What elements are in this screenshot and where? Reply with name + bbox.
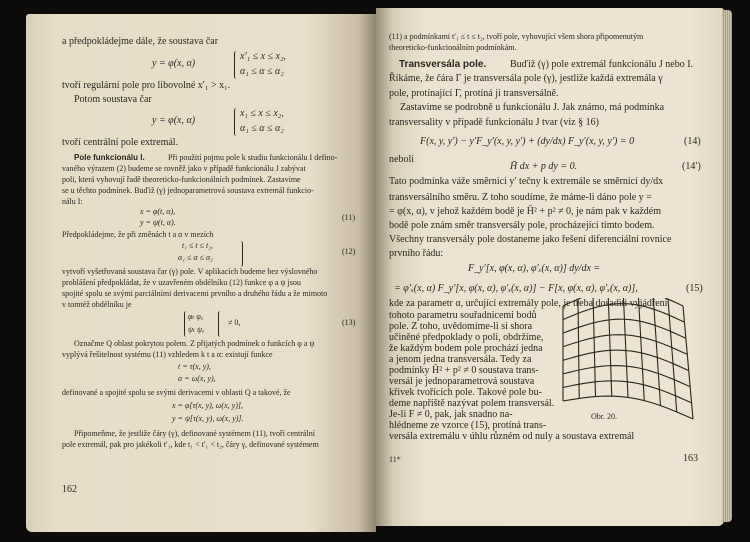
right-page-line-11: H̄ dx + p dy = 0. (510, 161, 578, 172)
brace-0 (234, 51, 239, 79)
right-page-line-32: Je-li F ≠ 0, pak, jak snadno na- (389, 409, 513, 420)
right-page-line-33: hlédneme ze vzorce (15), protíná trans- (389, 420, 547, 431)
right-page-line-8: F(x, y, y′) − y′F_y′(x, y, y′) + (dy/dx) F_y′(x, y, y′) = 0 (420, 136, 635, 147)
right-page-line-14: transversálního směru. Z toho soudíme, že máme-li dáno pole y = (389, 192, 652, 203)
figure-transversal (578, 299, 579, 398)
right-page-line-17: Všechny transversály pole dostaneme jako řešení diferenciální rovnice (389, 234, 672, 245)
left-page-line-1: y = φ(x, α) (152, 58, 196, 69)
left-page-line-39: pole extremál, pak pro jakékoli t′₁, kde t₁ < t′₁ < t₂, čáry γ, definované systémem (62, 440, 319, 449)
right-page-line-12: (14′) (682, 161, 701, 172)
brace-1 (234, 108, 239, 136)
right-page-line-5: pole, protínající Γ, protíná ji transversálně. (389, 88, 559, 99)
right-page-line-3: Buďiž (γ) pole extremál funkcionálu J nebo I. (510, 59, 694, 70)
figure-caption: Obr. 20. (591, 412, 617, 421)
left-page-line-26: v tomtéž obdélníku je (62, 300, 132, 309)
left-page-line-19: Předpokládejme, že při změnách t a α v mezích (62, 230, 214, 239)
figure-transversal (653, 298, 661, 406)
right-page-line-25: učiněné předpoklady o poli, obdržíme, (389, 332, 544, 343)
left-page-line-35: definované a spojité spolu se svými derivacemi v oblasti Q a takové, že (62, 388, 291, 397)
left-page-line-0: a předpokládejme dále, že soustava čar (62, 36, 219, 47)
left-page-line-11: Při použití pojmu pole k studiu funkcionálu I defino- (168, 153, 338, 162)
left-page-line-9: tvoří centrální pole extremál. (62, 137, 179, 148)
right-page-line-6: Zastavíme se podrobně u funkcionálu J. Jak známo, má podmínka (400, 102, 665, 113)
brace-4 (218, 311, 223, 337)
figure-curve (563, 396, 693, 419)
left-page-line-24: prohlášení předpokládat, že v uzavřeném obdélníku (12) funkce φ a ψ jsou (62, 278, 301, 287)
left-page-line-25: spojité spolu se svými parciálními derivacemi prvního a druhého řádu a že mimoto (62, 289, 328, 298)
left-page-line-22: (12) (342, 247, 356, 256)
page-number-right: 163 (683, 453, 698, 464)
figure-transversal-field (555, 298, 695, 428)
left-page-line-13: poli, která vyhovují řadě theoreticko-funkcionálních podmínek. Zastavíme (62, 175, 301, 184)
left-page-line-38: Připomeňme, že jestliže čáry (γ), definované systémem (11), tvoří centrální (74, 429, 315, 438)
right-page-line-10: neboli (389, 154, 414, 165)
right-page-line-4: Říkáme, že čára Γ je transversála pole (γ), jestliže každá extremála γ (389, 73, 663, 84)
right-page-line-29: versál je jednoparametrová soustava (389, 376, 535, 387)
figure-transversal (623, 298, 628, 397)
right-page-line-28: podmínky H̄² + p² ≠ 0 soustava trans- (389, 365, 539, 376)
left-page-line-27: φₜ φₐ (188, 312, 204, 321)
signature-mark: 11* (389, 455, 401, 464)
left-page-line-18: (11) (342, 213, 356, 222)
right-page-line-13: Tato podmínka váže směrnici y′ tečny k extremále se směrnicí dy/dx (389, 176, 664, 187)
right-page-line-19: F_y′[x, φ(x, α), φ′ₓ(x, α)] dy/dx = (468, 263, 601, 274)
brace-2 (238, 241, 243, 267)
right-page-line-2: Transversála pole. (399, 59, 487, 70)
right-page-line-1: theoreticko-funkcionálním podmínkám. (389, 43, 517, 52)
left-page-line-20: t₁ ≤ t ≤ t₂, (182, 241, 214, 250)
left-page-line-34: α = ω(x, y), (178, 374, 216, 383)
page-edges (722, 10, 732, 522)
left-page-line-15: nálu I: (62, 197, 83, 206)
figure-transversal (638, 298, 644, 401)
left-page-line-29: ≠ 0, (228, 318, 241, 327)
right-page-line-31: deme napříště nazývat polem transversál. (389, 398, 555, 409)
left-page-line-31: Označme Q oblast pokrytou polem. Z přijatých podmínek o funkcích φ a ψ (74, 339, 315, 348)
left-page-line-8: α₁ ≤ α ≤ α₂ (240, 123, 284, 134)
right-page-line-26: že každým bodem pole prochází jedna (389, 343, 543, 354)
brace-3 (184, 311, 189, 337)
right-page-line-15: = φ(x, α), v jehož každém bodě je H̄² + p² ≠ 0, je nám pak v každém (389, 206, 662, 217)
right-page-line-24: pole. Z toho, uvědomíme-li si shora (389, 321, 533, 332)
left-page-line-23: vytvoří vyšetřovaná soustava čar (γ) pole. V aplikacích budeme bez výslovného (62, 267, 318, 276)
left-page-line-5: Potom soustava čar (74, 94, 152, 105)
left-page-line-33: t = τ(x, y), (178, 362, 211, 371)
right-page-line-16: bodě pole znám směr transversály pole, procházející tímto bodem. (389, 220, 655, 231)
left-page-line-2: x′₁ ≤ x ≤ x₂, (240, 51, 286, 62)
left-page-line-32: vyplývá řešitelnost systému (11) vzhledem k t a α: existují funkce (62, 350, 273, 359)
left-page-line-28: ψₜ ψₐ (188, 325, 205, 334)
right-page-line-34: versála extremálu v úhlu různém od nuly a soustava extremál (389, 431, 635, 442)
right-page-line-18: prvního řádu: (389, 248, 444, 259)
right-page-line-27: a jenom jedna transversála. Tedy za (389, 354, 532, 365)
left-page-line-37: y = ψ[τ(x, y), ω(x, y)]. (172, 414, 244, 423)
left-page-line-3: α₁ ≤ α ≤ α₂ (240, 66, 284, 77)
right-page-line-22: kde za parametr α, určující extremály pole, je třeba dosaditi vyjádření (389, 298, 668, 309)
figure-transversal (683, 306, 693, 419)
left-page-line-12: vaného výrazem (2) budeme se rovněž jako v případě funkcionálu J zabývat (62, 164, 306, 173)
left-page-line-7: x₁ ≤ x ≤ x₂, (240, 108, 284, 119)
left-page-line-10: Pole funkcionálu I. (74, 153, 145, 162)
left-page-line-4: tvoří regulární pole pro libovolné x′₁ > x₁. (62, 80, 231, 91)
right-page-line-7: transversality v případě funkcionálu J tvar (viz § 16) (389, 117, 599, 128)
right-page-line-20: = φ′ₓ(x, α) F_y′[x, φ(x, α), φ′ₓ(x, α)] − F[x, φ(x, α), φ′ₓ(x, α)], (394, 283, 638, 294)
left-page-line-21: α₁ ≤ α ≤ α₂ (178, 253, 213, 262)
right-page-line-23: tohoto parametru souřadnicemi bodů (389, 310, 537, 321)
left-page-line-16: x = φ(t, α), (140, 207, 176, 216)
left-page-line-6: y = φ(x, α) (152, 115, 196, 126)
left-page-line-14: se u těchto podmínek. Buďiž (γ) jednoparametrová soustava extremál funkcio- (62, 186, 314, 195)
right-page-line-0: (11) a podmínkami t′₁ ≤ t ≤ t₂, tvoří pole, vyhovující všem shora připomenutým (389, 32, 644, 41)
left-page-line-17: y = ψ(t, α). (140, 218, 176, 227)
right-page-line-9: (14) (684, 136, 701, 147)
page-number-left: 162 (62, 484, 77, 495)
right-page-line-21: (15) (686, 283, 703, 294)
right-page-line-30: křivek tvořících pole. Takové pole bu- (389, 387, 542, 398)
left-page-line-30: (13) (342, 318, 356, 327)
left-page-line-36: x = φ[τ(x, y), ω(x, y)], (172, 401, 243, 410)
